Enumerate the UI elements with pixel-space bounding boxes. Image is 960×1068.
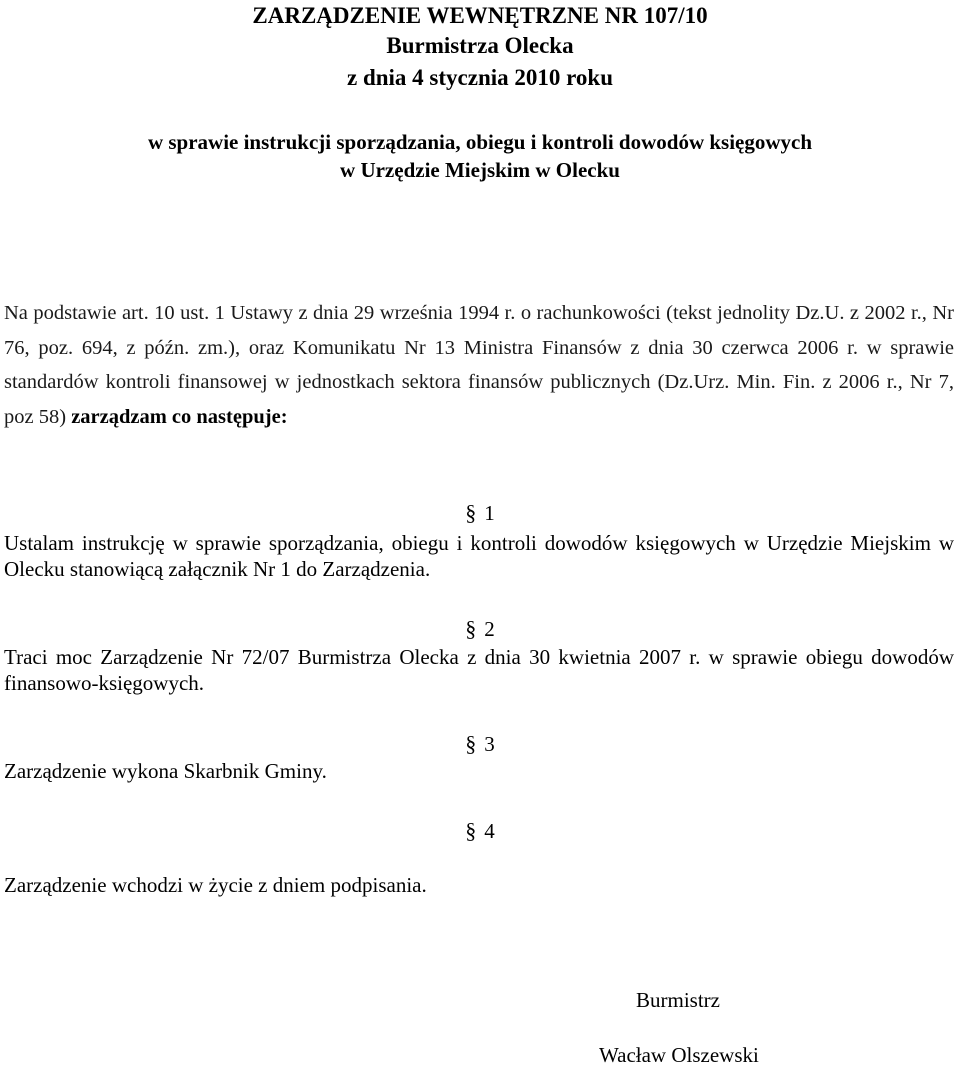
section-number: 4 [484, 819, 495, 843]
section-symbol: § [465, 616, 477, 641]
preamble [4, 296, 954, 434]
section-1-heading [0, 500, 960, 526]
signature-name: Wacław Olszewski [599, 1043, 759, 1067]
section-1-text: Ustalam instrukcję w sprawie sporządzania, obiegu i kontroli dowodów księgowych w Urzędzie Miejskim w Olecku stanowiącą załącznik Nr 1 do Zarządzenia. [4, 531, 954, 581]
section-2-text: Traci moc Zarządzenie Nr 72/07 Burmistrza Olecka z dnia 30 kwietnia 2007 r. w sprawie obiegu dowodów finansowo-księgowych. [4, 645, 954, 695]
section-symbol: § [465, 500, 477, 525]
preamble-bold: zarządzam co następuje: [71, 405, 288, 428]
section-number: 3 [484, 732, 495, 756]
section-3-heading [0, 731, 960, 757]
subject-line-2: w Urzędzie Miejskim w Olecku [340, 158, 620, 182]
section-symbol: § [465, 731, 477, 756]
document-title: ZARZĄDZENIE WEWNĘTRZNE NR 107/10 [252, 3, 708, 28]
signature-title: Burmistrz [636, 988, 720, 1012]
section-number: 1 [484, 501, 495, 525]
section-3-text: Zarządzenie wykona Skarbnik Gminy. [4, 759, 327, 783]
section-4-heading [0, 818, 960, 844]
document-issuer: Burmistrza Olecka [386, 33, 574, 58]
document-date: z dnia 4 stycznia 2010 roku [346, 65, 614, 90]
section-symbol: § [465, 818, 477, 843]
section-number: 2 [484, 617, 495, 641]
subject-line-1: w sprawie instrukcji sporządzania, obiegu i kontroli dowodów księgowych [147, 130, 813, 154]
section-4-text: Zarządzenie wchodzi w życie z dniem podpisania. [4, 873, 427, 897]
preamble-text: Na podstawie art. 10 ust. 1 Ustawy z dnia 29 września 1994 r. o rachunkowości (tekst jednolity Dz.U. z 2002 r., Nr 76, poz. 694, z późn. zm.), oraz Komunikatu Nr 13 Ministra Finansów z dnia 30 czerwca 2006 r. w sprawie standardów kontroli finansowej w jednostkach sektora finansów publicznych (Dz.Urz. Min. Fin. z 2006 r., Nr 7, poz 58) [4, 302, 954, 428]
section-2-heading [0, 616, 960, 642]
